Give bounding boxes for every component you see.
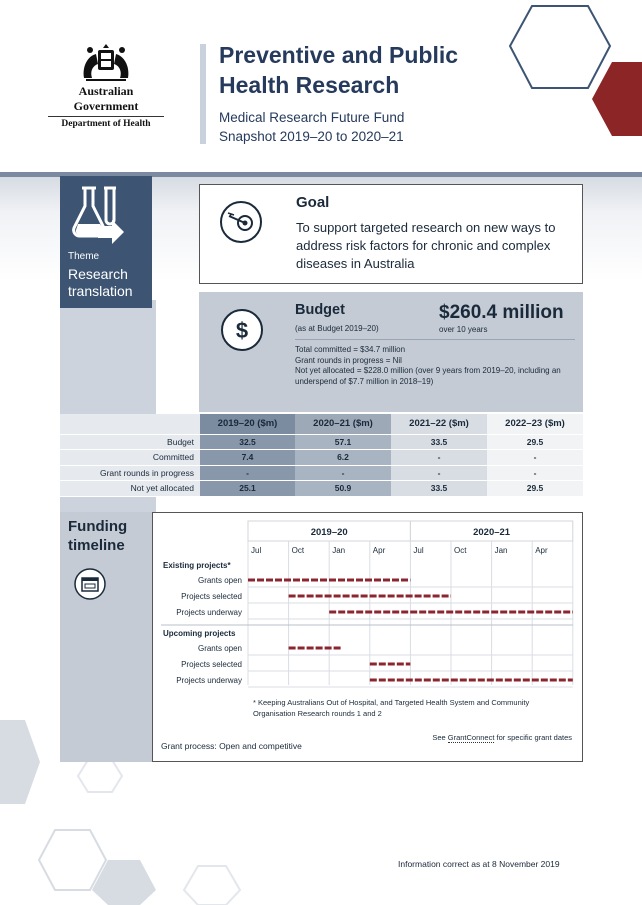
lab-flask-icon bbox=[68, 182, 128, 252]
subtitle-fund: Medical Research Future Fund bbox=[219, 110, 405, 125]
calendar-icon bbox=[74, 568, 106, 600]
header bbox=[0, 0, 642, 172]
table-cell: - bbox=[487, 450, 583, 466]
month-label: Oct bbox=[291, 546, 305, 555]
group-label: Existing projects* bbox=[163, 561, 231, 570]
table-cell: - bbox=[487, 465, 583, 481]
goal-box bbox=[199, 184, 583, 284]
timeline-footnote: * Keeping Australians Out of Hospital, and Targeted Health System and Community Organisation Research rounds 1 and 2 bbox=[253, 698, 530, 718]
theme-value: Research translation bbox=[68, 266, 133, 299]
row-label: Budget bbox=[60, 434, 200, 450]
budget-table-header: 2022–23 ($m) bbox=[487, 414, 583, 434]
government-name: Australian Government bbox=[48, 84, 164, 117]
group-label: Upcoming projects bbox=[163, 629, 236, 638]
coat-of-arms-icon bbox=[76, 40, 136, 82]
goal-heading: Goal bbox=[296, 194, 330, 211]
budget-table-header: 2019–20 ($m) bbox=[200, 414, 295, 434]
budget-table-row bbox=[60, 465, 583, 481]
budget-detail-unallocated: Not yet allocated = $228.0 million (over 9 years from 2019–20, including an underspend of $7.7 million in 2018–19) bbox=[295, 366, 561, 386]
budget-table-header: 2020–21 ($m) bbox=[295, 414, 391, 434]
budget-years: over 10 years bbox=[439, 325, 488, 334]
page-title: Preventive and Public Health Research bbox=[219, 42, 459, 98]
subtitle-snapshot: Snapshot 2019–20 to 2020–21 bbox=[219, 129, 404, 144]
table-cell: 32.5 bbox=[200, 434, 295, 450]
month-label: Apr bbox=[372, 546, 386, 555]
info-correct-date: Information correct as at 8 November 2019 bbox=[398, 859, 560, 869]
table-cell: 6.2 bbox=[295, 450, 391, 466]
timeline-title: Funding timeline bbox=[68, 518, 128, 554]
month-label: Jul bbox=[251, 546, 262, 555]
table-cell: - bbox=[391, 465, 487, 481]
month-label: Oct bbox=[454, 546, 467, 555]
row-label: Not yet allocated bbox=[60, 481, 200, 497]
budget-detail-committed: Total committed = $34.7 million bbox=[295, 345, 406, 354]
theme-box bbox=[60, 176, 152, 308]
budget-as-at: (as at Budget 2019–20) bbox=[295, 324, 379, 333]
decorative-hexagons bbox=[500, 0, 642, 172]
timeline-row-label: Grants open bbox=[197, 644, 242, 653]
timeline-row-label: Projects selected bbox=[181, 660, 242, 669]
budget-table-corner bbox=[60, 414, 200, 434]
row-label: Committed bbox=[60, 450, 200, 466]
timeline-row-label: Projects underway bbox=[176, 676, 242, 685]
budget-details bbox=[295, 345, 575, 387]
timeline-row-label: Projects underway bbox=[176, 608, 242, 617]
table-cell: 33.5 bbox=[391, 481, 487, 497]
budget-table-row bbox=[60, 481, 583, 497]
grantconnect-link[interactable]: GrantConnect bbox=[447, 733, 495, 742]
see-prefix: See bbox=[432, 733, 448, 742]
budget-box bbox=[199, 292, 583, 412]
table-cell: - bbox=[295, 465, 391, 481]
budget-table-header: 2021–22 ($m) bbox=[391, 414, 487, 434]
budget-table-row bbox=[60, 434, 583, 450]
svg-text:$: $ bbox=[235, 318, 249, 343]
goal-text: To support targeted research on new ways to address risk factors for chronic and complex diseases in Australia bbox=[296, 220, 556, 271]
government-crest bbox=[48, 40, 164, 129]
target-icon bbox=[218, 199, 264, 245]
title-accent-bar bbox=[200, 44, 206, 144]
budget-amount: $260.4 million bbox=[439, 302, 564, 323]
table-cell: 29.5 bbox=[487, 481, 583, 497]
timeline-chart bbox=[153, 513, 584, 695]
month-label: Jan bbox=[494, 546, 508, 555]
budget-table-header-row bbox=[60, 414, 583, 434]
month-label: Jan bbox=[332, 546, 346, 555]
table-cell: 57.1 bbox=[295, 434, 391, 450]
table-cell: 29.5 bbox=[487, 434, 583, 450]
timeline-row-label: Projects selected bbox=[181, 592, 242, 601]
table-cell: - bbox=[200, 465, 295, 481]
table-cell: 7.4 bbox=[200, 450, 295, 466]
grant-process: Grant process: Open and competitive bbox=[161, 741, 302, 751]
dollar-icon bbox=[219, 307, 265, 353]
theme-label: Theme bbox=[68, 251, 100, 262]
department-name: Department of Health bbox=[61, 119, 151, 129]
budget-divider bbox=[295, 339, 575, 340]
year-label: 2020–21 bbox=[473, 527, 511, 538]
table-cell: 25.1 bbox=[200, 481, 295, 497]
see-suffix: for specific grant dates bbox=[494, 733, 572, 742]
budget-heading: Budget bbox=[295, 302, 345, 318]
timeline-row-label: Grants open bbox=[197, 576, 242, 585]
year-label: 2019–20 bbox=[310, 527, 348, 538]
budget-table bbox=[60, 414, 583, 497]
month-label: Apr bbox=[535, 546, 548, 555]
table-cell: 50.9 bbox=[295, 481, 391, 497]
row-label: Grant rounds in progress bbox=[60, 465, 200, 481]
grantconnect-note bbox=[432, 733, 572, 742]
page-subtitle bbox=[219, 108, 404, 146]
table-cell: - bbox=[391, 450, 487, 466]
budget-table-row bbox=[60, 450, 583, 466]
month-label: Jul bbox=[413, 546, 424, 555]
timeline-box bbox=[152, 512, 583, 762]
table-cell: 33.5 bbox=[391, 434, 487, 450]
budget-detail-rounds: Grant rounds in progress = Nil bbox=[295, 355, 402, 365]
